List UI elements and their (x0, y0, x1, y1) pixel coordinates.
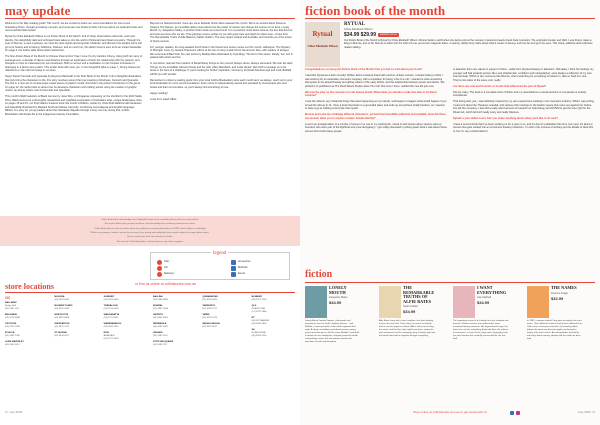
book-title: THE NAMES (551, 286, 577, 290)
store-entry (104, 314, 147, 320)
store-column (104, 296, 147, 350)
store-entry (252, 329, 295, 338)
store-name: BOWRAL (152, 304, 163, 307)
store-name: GRIFFITH (152, 313, 164, 316)
store-detail: MOUNT BARKER (251, 319, 270, 322)
store-detail: (02) 6552 1424 (202, 316, 218, 319)
store-name: MOONEE PONDS (54, 304, 73, 307)
book-title: LONELY MOUTH (329, 286, 347, 295)
store-name: ST HELENA (54, 331, 67, 334)
store-column (54, 296, 97, 350)
store-name: ORANGE (152, 331, 163, 334)
book-cover (527, 286, 549, 318)
store-entry (5, 341, 48, 347)
paragraph: This month's NEW selection is Black Gumnut by Jane Shiu, a Chingapow. Appearing on the shortlist for the 2023 Stella Prize, Black Gumnut is a thoroughly researched and insightful examination of Australia's wide, unique landscapes. Also, on pages 15 and 16, our First Nations Feature book this month is Ribbon, written by Uncle Bud Madrical with fanatuwin and beautifully illustrated by Marbaul Smith and Eloise Carmody. Combining Gunmalayuta and English language, Ribbon is a story for young readers about the Namdatup Wayaltu through a story set only during that. Collins Booksellers will donate $1 to the Indigenous Literacy Foundation. (5, 95, 143, 116)
store-entry (153, 305, 196, 311)
answer: to abandon their own values in support of them - aside from physical beauty or attraction. Ultimately, I think the feelings my younger self had towards women like Luna (charismatic, confident and manipulative), were always a reflection of my own internal state. Which is why someone like Monnie, who's searching for something to believe in, falls so hard for Luna. They're two sides of the same coin, really. (453, 68, 594, 82)
book-description: In 1987, a woman named Cora goes to register her son's name. Three different choices lead to three different lives. Told across seven-year intervals, this dazzling debut follows the ways one decision ripples out through a family, a life and a future. An unforgettable, beautifully told story about naming, identity and the roads we don't take. (527, 320, 583, 340)
store-detail: (02) 6686 4888 (152, 298, 168, 301)
store-detail: (02) 6495 1881 (152, 325, 168, 328)
stores-grid (5, 296, 295, 350)
book-title: THE REMARKABLE TRUTHS OF ALFIE BATES (403, 286, 435, 304)
book-description: Alfie Bates, born with a rare condition, has been looking to learn his real truth. Years later, he returns to Ireland, but his secrets begin to surface. Alfie's letters to his long-lost sister, and the lives that might have been, shape the past and present of this sweeping story of family, guilt and the bonds that hold us together through everything. (379, 320, 435, 337)
legend-box (150, 252, 290, 280)
store-name: QUEANBEYAN (202, 296, 218, 298)
answer: Not too many. The book is a complete work of fiction and my resemblance to actual persons or companies is entirely coincidental. (453, 90, 587, 97)
store-column (5, 296, 48, 350)
store-name: ECHUCA (5, 332, 15, 335)
store-entry (54, 332, 97, 338)
store-detail: (03) 9370 4300 (54, 307, 70, 310)
legend-label: Gift (164, 266, 168, 269)
paragraph: The Non-Fiction Book of the Month is Chinese Parents Don't Say I Love You by Candice Chung. Using both her story of estrangement, a decade of silence and distance through an exploration of food, her relationship with her parents, and thoughts on how to understand our own loneliness. Both a memoir and a meditation on the complex intricacies of belonging in a family and a place. This tender book will move you. In her thoughtful Q&A on page 7, Chung shares her reflections on the role food plays in our lives. (5, 55, 143, 72)
store-name: WANGARATTA (103, 313, 120, 316)
store-entry (202, 296, 245, 302)
paragraph: In non-fiction, Hannah Kent (author of Burial Rites) brings us her memoir Always Home, Always Homesick: We Can Do Hard Things, by the incredible Glennon Doyle and her wife, Abby Wambach, and Lolita Hunter. Also Dirk's message on to be brave in the face of a challenge. If you're looking for further inspiration, Ghosts by Dr David Attenborough and Colin Butfield will fill you with wonder. (150, 62, 293, 76)
header-divider (5, 18, 295, 19)
store-entry (252, 305, 295, 314)
legend-label: Bookclub (238, 266, 248, 269)
book-author: Sarah Grafton (403, 305, 419, 308)
store-detail: (03) 5174 6069 (103, 307, 119, 310)
legend-label: Café (164, 260, 169, 263)
shop-online-link[interactable]: shop online at collinsbooks.com.au or get social with us (413, 410, 487, 414)
cover-title: Rytual (312, 30, 333, 38)
store-entry (104, 296, 147, 302)
store-detail: (03) 5721 5055 (103, 316, 119, 319)
stores-divider (5, 292, 295, 293)
store-entry (104, 323, 147, 329)
fiction-divider (305, 282, 595, 283)
legal-line: We respect Elders past, present and future, and acknowledge the continuing connection to culture. (104, 223, 196, 226)
book-price: $32.99 (551, 295, 564, 301)
store-detail: (03) 5562 2350 (103, 325, 119, 328)
store-detail: (02) 6921 8611 (202, 325, 218, 328)
paragraph: Super Sweet! Kenneth and Quenella by Raymond McGrath is the Kids' Book of the Month. Full of delightful illustrations that truly bring the characters to life, this story revolves around the true meaning of kindness, Kenneth and Quenella. The first in a new set of comical super-sweet series of graphic novels, this book is the perfect introduction to the genre. On page 12, the author tells us about how he develops characters and crafting stories using the medium of graphic novels, as well as what's next for Kenneth and Quenella! (5, 75, 142, 92)
store-detail: (03) 5821 3711 (54, 325, 70, 328)
store-entry (5, 323, 48, 329)
store-name: WAGGA WAGGA (202, 322, 220, 325)
legend-item (157, 260, 169, 265)
store-name: CROYDON (5, 323, 17, 326)
answer: Luna is an amalgamation of a number of women I've met in my working life, mixed in with stories about various start-up founders who were part of the #girlboss era (now-derogatory). I got really interested in picking apart what it was about these women that could cause people (305, 122, 447, 133)
sign-off: Happy reading! (150, 91, 168, 95)
store-name: SHEPPARTON (54, 322, 70, 325)
store-name: NT (251, 316, 255, 319)
store-name: MERIMBULA (152, 322, 167, 325)
store-entry (202, 305, 245, 311)
answer: I describe Rytual as a dark comedy! Written about a beauty brand with serious, sinister secrets, I started writing it while I was working for an Australian cosmetics company with a reputation for being 'a bit of a cult'. I wanted to write something that spoke to the absurd beauty and gifting culture of the early 2010s, and the relationship between power and desire. We pitched it to publishers as The Devil Wears Prada meets The Cult. But once I drew, I added the new kid just now. (305, 74, 445, 88)
page-number-left: 2 | may 2025 (5, 410, 23, 414)
legend-label: Events (238, 272, 246, 275)
store-name: TAREE (202, 313, 210, 316)
book-description: Lonely Mouth Janetta Vaquen, charismatic and mysterious, was hot stuff in Sydney Inferno... until Matilda, a smart journalist, finds what happened that night. A sharp, unsettling novel about women, power, gossip and who gets to tell the story. Matilda's rival Ruth is drawn into her ambiguous, intriguing world of wealth and privilege, where the two women wrestle with questions of truth and deception. (305, 320, 360, 343)
store-detail: Bridge Mall (5, 305, 16, 308)
book-cover (379, 286, 401, 318)
question: Rytual is your debut novel. Can you share anything about what you'd like to do next? (453, 116, 558, 120)
store-name: BUNBURY (251, 296, 263, 298)
legal-line: Collins Booksellers do not price books above the publishers recommended retail price (RRP). Stock subject to availability. (94, 227, 206, 230)
store-entry (153, 341, 196, 347)
store-name: BELGRAVE (5, 314, 17, 317)
gift-icon (157, 266, 162, 271)
book-author: Jacqueline Maley (329, 296, 348, 299)
right-page (300, 0, 600, 425)
paragraph: Welcome to the May reading guide! This month, we are excited to share our recommendations for soon-to-be bestselling fiction, thought-provoking memoirs, and must-see new books for kids. Find out about our featured books and recommended titles below! (5, 22, 143, 32)
book-cover (305, 286, 327, 318)
book-description: The legendary career of a fictional rock star, stardom and burnout. Shakes remains one of Australia's most acclaimed literary moments. Her legend looms large, but fame has cost her everything. A decade later, the release of new music, a return to the stage and a biography from her past threaten the carefully constructed life she has built. (453, 320, 509, 340)
fiction-title: fiction (305, 269, 333, 280)
legend-title: legend (213, 251, 227, 256)
store-entry (54, 296, 97, 302)
store-detail: (02) 6964 6964 (152, 316, 168, 319)
fiction-book[interactable] (453, 286, 509, 406)
signature: Louis from Head Office (150, 97, 177, 101)
member-badge: MEMBER PRICE (380, 33, 397, 36)
store-detail: (08) 8391 0833 (251, 322, 267, 325)
store-detail: (03) 9481 4993 (54, 316, 70, 319)
store-entry (54, 314, 97, 320)
book-price: $34.99 (403, 309, 416, 315)
store-entry (54, 323, 97, 329)
legend-item (231, 272, 245, 277)
legend-item (231, 266, 247, 271)
bookclub-icon (231, 266, 236, 271)
store-entry (5, 314, 48, 320)
store-name: TAMWORTH (202, 304, 216, 307)
state-heading: VIC (5, 296, 11, 300)
store-entry (5, 332, 48, 338)
page-title: may update (5, 3, 71, 18)
feature-price: $34.99 $29.99 (344, 32, 376, 38)
store-entry (153, 296, 196, 302)
store-entry (153, 323, 196, 329)
store-detail: NOARLUNGA (251, 331, 266, 334)
fiction-book[interactable] (527, 286, 583, 406)
question: We love the play on the concept of a cult beauty brand. What made you decide to take this idea to its literal extreme? (305, 90, 437, 97)
legal-line: Collins Booksellers acknowledges the Traditional Owners of the unceded lands on which we work and live. (101, 219, 199, 221)
online-link[interactable]: or find us online at collinsbooks.com.au (135, 282, 197, 286)
store-name: SUNBURY (103, 296, 115, 298)
store-entry (252, 317, 295, 326)
question: Are there any real-world events or trends that influenced the plot of Rytual? (453, 84, 547, 88)
store-name: TRARALGON (103, 304, 118, 307)
accessories-icon (231, 260, 236, 265)
store-detail: (03) 5482 1300 (5, 335, 20, 338)
store-detail: (02) 6766 1077 (202, 307, 218, 310)
legend-item (157, 272, 174, 277)
qa-column-1 (305, 68, 447, 263)
section-title: fiction book of the month (305, 3, 446, 18)
store-name: GLEN WAVERLEY (5, 341, 24, 344)
store-detail: (03) 9754 3888 (5, 317, 20, 320)
store-name: SA (251, 328, 255, 331)
store-detail: (03) 9725 7999 (5, 326, 20, 329)
book-title: I WANT EVERYTHING (477, 286, 507, 295)
store-entry (202, 323, 245, 329)
store-column (153, 296, 196, 350)
store-detail: (02) 4861 2499 (152, 307, 168, 310)
instagram-icon[interactable] (516, 411, 520, 415)
legal-notice (16, 219, 284, 245)
store-detail: (02) 6583 1117 (152, 343, 168, 346)
store-detail: (02) 6299 5060 (202, 298, 218, 301)
qa-column-2 (453, 68, 595, 263)
store-detail: (03) 9744 5544 (103, 298, 119, 301)
fiction-book[interactable] (379, 286, 435, 406)
page-number-right: may 2025 | 3 (577, 410, 595, 414)
store-entry (5, 302, 48, 311)
store-entry (252, 296, 295, 302)
answer: That being said, yes, I was definitely inspired by my own experiences working in the cosmetics industry. While I was writing, I read a lot about the Theranos scandal, and various other startups in the fashion space that came out against her before she left the company. I also did a really weird amount of research on Scientology and NXIVM to get the tone right for the Ritual cult, which felt both really scary and really hilarious. (453, 100, 595, 114)
legend-label: Stationery (164, 272, 175, 275)
legal-line: The views of Collins Booksellers, its franchisees or any of their suppliers. (116, 240, 184, 243)
store-detail: (03) 9434 3077 (54, 334, 70, 337)
book-cover (453, 286, 475, 318)
store-entry (54, 305, 97, 311)
legend-item (157, 266, 168, 271)
paragraph: For younger readers, the long-awaited fourth book in the Nevermoor series comes out this month. Hollowpox: The Mystery of Morrigan Crow, by Jessica Townsend, will be at the top of many a wish list for Nevermoor fans, with readers of all ages. We recommend Bad Girls, the new series by Maddy Mara (illustrated by Kyla May). The first of the series, Ready, Set, Go! is packed with action and fun. (150, 45, 293, 59)
intro-column-2 (150, 22, 293, 212)
feature-title: RYTUAL (344, 22, 365, 27)
store-name: BALLINA (152, 296, 163, 298)
events-icon (231, 272, 236, 277)
fiction-book[interactable] (305, 286, 361, 406)
store-name: BALLARAT (5, 302, 17, 305)
cover-author: Chloe Elizabeth Wilson (307, 44, 338, 48)
paragraph: Rytual by Chloe Elizabeth Wilson is our Fiction Book of the Month. Full of sharp observations about life, work and identity, this delightfully dark and unhinged book takes us into the world of fictional brand ritual cosmetics. Through the eyes of Monnie, a new employee, we meet the uber-stylish and enigmatic Charlotte, and discover the lengths some will go to for beauty and to belong. Addictive, hilarious, and so much fun, this debut novel is sure to be an instant bestseller. On page 3, the author talks about what inspired her. (5, 35, 142, 52)
store-detail: (03) 5331 1111 (5, 308, 20, 311)
store-name: MILDURA (54, 296, 65, 298)
stationery-icon (157, 272, 162, 277)
store-name: WARRNAMBOOL (103, 322, 122, 325)
store-entry (153, 314, 196, 320)
book-author: Lisa Caldwell (477, 296, 492, 299)
intro-column-1 (5, 22, 143, 212)
store-detail: GLADSTONE (251, 307, 266, 310)
cafe-icon (157, 260, 162, 265)
store-detail: (02) 6772 4093 (103, 337, 119, 340)
store-entry (104, 305, 147, 311)
book-price: $34.99 (329, 300, 342, 306)
legal-line: While every attempt is made to ensure the accuracy of our pricing and availability, there may be subject to change without notice. (90, 231, 210, 234)
book-price: $34.99 (477, 300, 490, 306)
store-name: PORT MACQUARIE (152, 340, 174, 343)
feature-author: Chloe Elizabeth Wilson (344, 27, 373, 31)
store-detail: (03) 5023 0065 (54, 298, 70, 301)
store-detail: (08) 9721 3244 (251, 298, 267, 301)
book-author: Florence Knapp (551, 291, 568, 295)
social-icons (510, 411, 520, 415)
store-detail: (07) 4972 2888 (251, 310, 267, 313)
blurb-text: Our Fiction Book of the Month is Rytual by Chloe Elizabeth Wilson. Monnie Settle is adrift when she lands a job at the coveted, mysterious beauty brand ritual cosmetics. The enigmatic founder and CEO, Luna Peters, takes a liking to Monnie, and so far, Monnie is drawn into the orbit of Luna, and Luna's magnetic allure. A searing, darkly funny satire about what it means to belong, and how far we'll go to be seen. This sharp, addictive debut will have readers talking. (344, 39, 593, 49)
store-detail: (02) 6362 3011 (152, 334, 168, 337)
store-column (252, 296, 295, 350)
stores-title: store locations (5, 282, 54, 291)
facebook-icon[interactable] (510, 411, 514, 415)
legend-item (231, 260, 250, 265)
rytual-cover (305, 22, 340, 67)
store-entry (104, 332, 147, 341)
legend-label: Accessories (238, 260, 251, 263)
store-detail: ARMIDALE (103, 334, 115, 337)
paragraph: Beyond our featured books, there are some fantastic fiction titles released this month. We're so excited about Florence Knapp's The Names, an incredible debut novel about how the power of names can change the course of our lives. Lonely Mouth, by Jacqueline Maley, is another fiction book we recommend. It is a powerful novel about trauma, the ties that bind us, and how we know who we are. This gripping novel is written by me with great care and depth by Hazel Lam, comes from The Remarkable Truths of Alfie Bates by Sarah Grafton. The story spans Ireland and Australia, and reminds us of the power of family secrets. (150, 22, 293, 43)
store-name: NORTHCOTE (54, 313, 69, 316)
answer: I took the absurd, very theatrical things that were happening at my real job, and began to imagine what would happen if you turned the dial up to 11. I love a book that starts in a grounded place and ends up somewhere totally bonkers, so I wanted to have a go at crafting a story like that myself. (305, 100, 447, 110)
store-detail: (03) 9560 0611 (5, 344, 20, 346)
answer: I have a second book that I've been working on for a year or so, and it's due for publication this time next year. It's about a woman that gets sucked into an immersive theatre production. I'm still in the process of working out the details of what this is, but I'm very excited about it. (453, 122, 594, 133)
legal-line: Please contact your local store directly to confirm. (127, 236, 173, 239)
store-entry (153, 332, 196, 338)
feature-blurb (344, 39, 594, 63)
store-name: QLD (251, 304, 257, 307)
store-name: NSW (103, 331, 109, 334)
store-column (202, 296, 245, 350)
header-divider (305, 18, 595, 19)
question: Congratulations on being the Fiction Book of the Month! Can you tell us a bit about your book? (305, 68, 423, 71)
question: Monnie and Luna are strikingly different characters, yet both feel incredibly authentic and relatable. How did these two women allow you to explore modern female identity? (305, 113, 446, 120)
paragraph: Remember to collect a reading guide from your local Collins Booksellers store each month and, as always, reach out to your local bookseller for more recommendations. Every store is independently owned and operated by local people who love books and their communities, so you'll always find something to love. (150, 78, 293, 89)
store-detail: (08) 8326 3150 (251, 334, 267, 337)
store-entry (202, 314, 245, 320)
